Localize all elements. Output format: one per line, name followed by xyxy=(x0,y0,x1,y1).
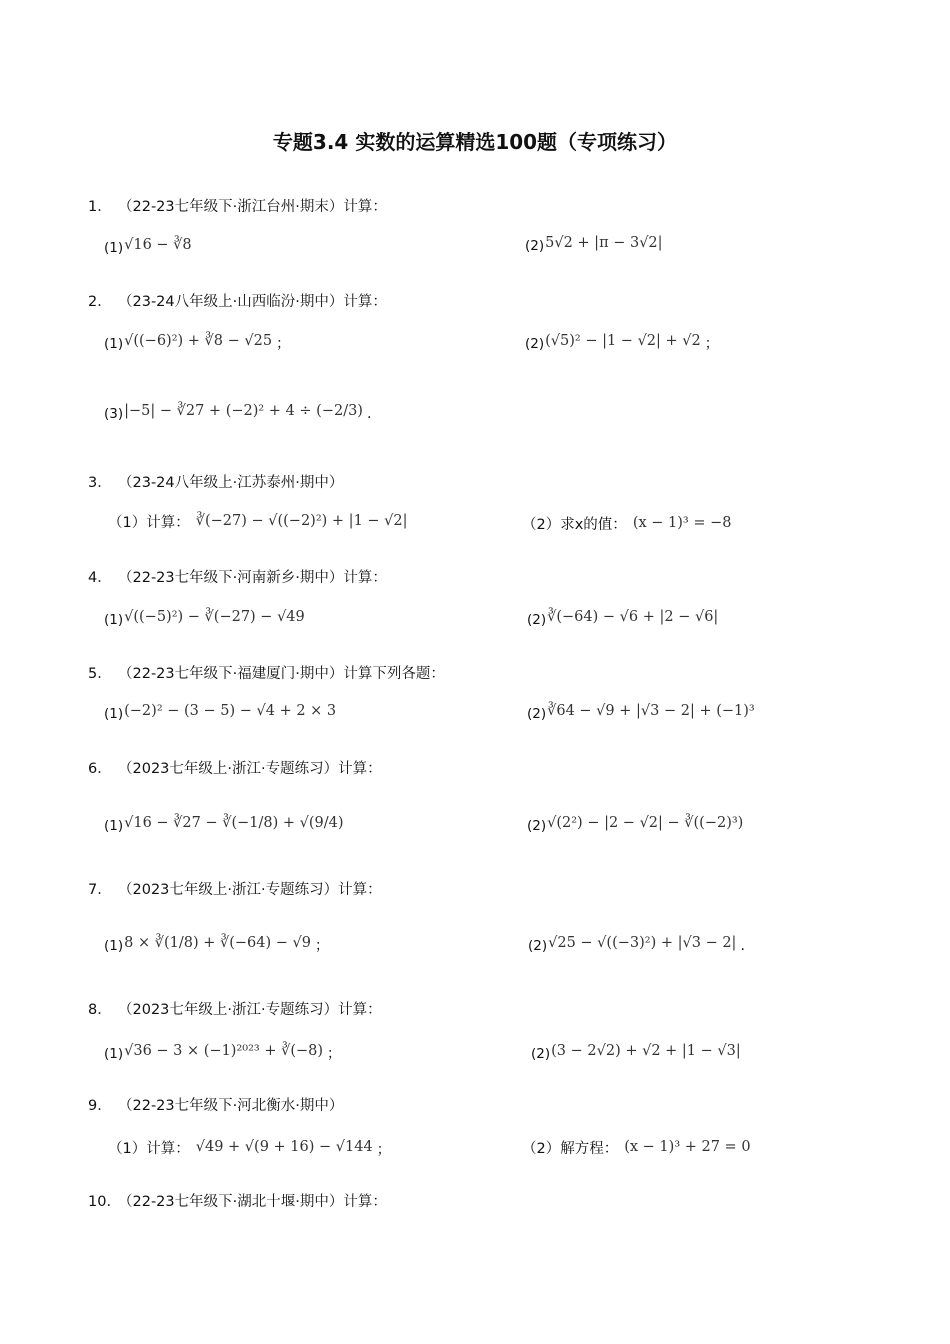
part-tag: (1) xyxy=(104,240,124,256)
problem-number: 2． xyxy=(88,294,112,310)
problem-number: 8． xyxy=(88,1002,112,1018)
math-expression: 8 × ∛(1/8) + ∛(−64) − √9 xyxy=(124,935,311,951)
problem-number: 10． xyxy=(88,1194,121,1210)
problem-4-part-2 xyxy=(527,606,718,628)
problem-2-part-3 xyxy=(104,400,371,422)
math-expression: ∛(−64) − √6 + |2 − √6| xyxy=(547,609,719,625)
part-tag: (1) xyxy=(104,938,124,954)
math-expression: (x − 1)³ = −8 xyxy=(632,515,732,531)
math-expression: (−2)² − (3 − 5) − √4 + 2 × 3 xyxy=(124,703,337,719)
math-expression: √16 − ∛27 − ∛(−1/8) + √(9/4) xyxy=(124,815,344,831)
problem-source: （22-23七年级下·浙江台州·期末）计算： xyxy=(118,199,387,215)
math-expression: ∛(−27) − √((−2)²) + |1 − √2| xyxy=(195,513,408,529)
page-title: 专题3.4 实数的运算精选100题（专项练习） xyxy=(272,130,678,154)
problem-source: （2023七年级上·浙江·专题练习）计算： xyxy=(118,761,382,777)
part-label: （2）求x的值： xyxy=(522,517,627,533)
part-tag: (2) xyxy=(527,612,547,628)
problem-1-part-1 xyxy=(104,234,192,256)
math-expression: |−5| − ∛27 + (−2)² + 4 ÷ (−2/3) xyxy=(124,403,363,419)
math-expression: √16 − ∛8 xyxy=(124,237,192,253)
punctuation: ； xyxy=(314,938,329,954)
problem-8-header xyxy=(88,998,382,1019)
problem-5-part-1 xyxy=(104,700,336,722)
problem-number: 4． xyxy=(88,570,112,586)
problem-4-header xyxy=(88,566,387,587)
part-tag: (2) xyxy=(525,336,545,352)
math-expression: (x − 1)³ + 27 = 0 xyxy=(624,1139,751,1155)
punctuation: ； xyxy=(376,1142,391,1158)
problem-8-part-2 xyxy=(531,1040,741,1062)
problem-9-part-1 xyxy=(108,1136,391,1158)
math-expression: (3 − 2√2) + √2 + |1 − √3| xyxy=(551,1043,741,1059)
math-expression: √25 − √((−3)²) + |√3 − 2| xyxy=(548,935,737,951)
problem-2-part-2 xyxy=(525,330,719,352)
problem-7-header xyxy=(88,878,382,899)
problem-number: 6． xyxy=(88,761,112,777)
part-label: （2）解方程： xyxy=(522,1141,619,1157)
part-label: （1）计算： xyxy=(108,515,190,531)
problem-6-part-2 xyxy=(527,812,743,834)
part-tag: (2) xyxy=(527,706,547,722)
math-expression: √36 − 3 × (−1)²⁰²³ + ∛(−8) xyxy=(124,1043,324,1059)
problem-4-part-1 xyxy=(104,606,305,628)
problem-number: 7． xyxy=(88,882,112,898)
problem-6-part-1 xyxy=(104,812,344,834)
problem-7-part-1 xyxy=(104,932,329,954)
part-tag: (2) xyxy=(527,818,547,834)
problem-2-header xyxy=(88,290,387,311)
problem-source: （23-24八年级上·山西临汾·期中）计算： xyxy=(118,294,387,310)
problem-8-part-1 xyxy=(104,1040,341,1062)
math-expression: √((−6)²) + ∛8 − √25 xyxy=(124,333,273,349)
punctuation: ； xyxy=(276,336,291,352)
problem-3-header xyxy=(88,471,343,492)
problem-source: （23-24八年级上·江苏泰州·期中） xyxy=(118,475,344,491)
problem-source: （22-23七年级下·福建厦门·期中）计算下列各题： xyxy=(118,666,445,682)
math-expression: ∛64 − √9 + |√3 − 2| + (−1)³ xyxy=(547,703,755,719)
punctuation: ； xyxy=(704,336,719,352)
math-expression: √((−5)²) − ∛(−27) − √49 xyxy=(124,609,305,625)
problem-3-part-1 xyxy=(108,510,408,532)
problem-9-header xyxy=(88,1094,343,1115)
punctuation: . xyxy=(740,938,745,954)
problem-5-part-2 xyxy=(527,700,755,722)
problem-source: （2023七年级上·浙江·专题练习）计算： xyxy=(118,882,382,898)
problem-number: 5． xyxy=(88,666,112,682)
part-tag: (2) xyxy=(531,1046,551,1062)
math-expression: √(2²) − |2 − √2| − ∛((−2)³) xyxy=(547,815,744,831)
math-expression: (√5)² − |1 − √2| + √2 xyxy=(545,333,701,349)
problem-1-header xyxy=(88,195,387,216)
problem-5-header xyxy=(88,662,445,683)
punctuation: ； xyxy=(327,1046,342,1062)
problem-1-part-2 xyxy=(525,232,663,254)
part-tag: (2) xyxy=(525,238,545,254)
part-tag: (1) xyxy=(104,336,124,352)
problem-2-part-1 xyxy=(104,330,290,352)
part-tag: (1) xyxy=(104,1046,124,1062)
part-tag: (1) xyxy=(104,818,124,834)
part-tag: (3) xyxy=(104,406,124,422)
problem-number: 9． xyxy=(88,1098,112,1114)
part-tag: (1) xyxy=(104,612,124,628)
math-expression: 5√2 + |π − 3√2| xyxy=(545,235,663,251)
part-tag: (1) xyxy=(104,706,124,722)
part-label: （1）计算： xyxy=(108,1141,190,1157)
problem-source: （22-23七年级下·河北衡水·期中） xyxy=(118,1098,344,1114)
punctuation: . xyxy=(366,406,372,422)
math-expression: √49 + √(9 + 16) − √144 xyxy=(195,1139,373,1155)
problem-source: （22-23七年级下·湖北十堰·期中）计算： xyxy=(118,1194,387,1210)
problem-number: 1． xyxy=(88,199,112,215)
problem-source: （22-23七年级下·河南新乡·期中）计算： xyxy=(118,570,387,586)
problem-6-header xyxy=(88,757,382,778)
problem-source: （2023七年级上·浙江·专题练习）计算： xyxy=(118,1002,382,1018)
problem-9-part-2 xyxy=(522,1136,751,1158)
problem-10-header xyxy=(88,1190,387,1211)
problem-7-part-2 xyxy=(528,932,745,954)
part-tag: (2) xyxy=(528,938,548,954)
problem-number: 3． xyxy=(88,475,112,491)
problem-3-part-2 xyxy=(522,512,731,534)
